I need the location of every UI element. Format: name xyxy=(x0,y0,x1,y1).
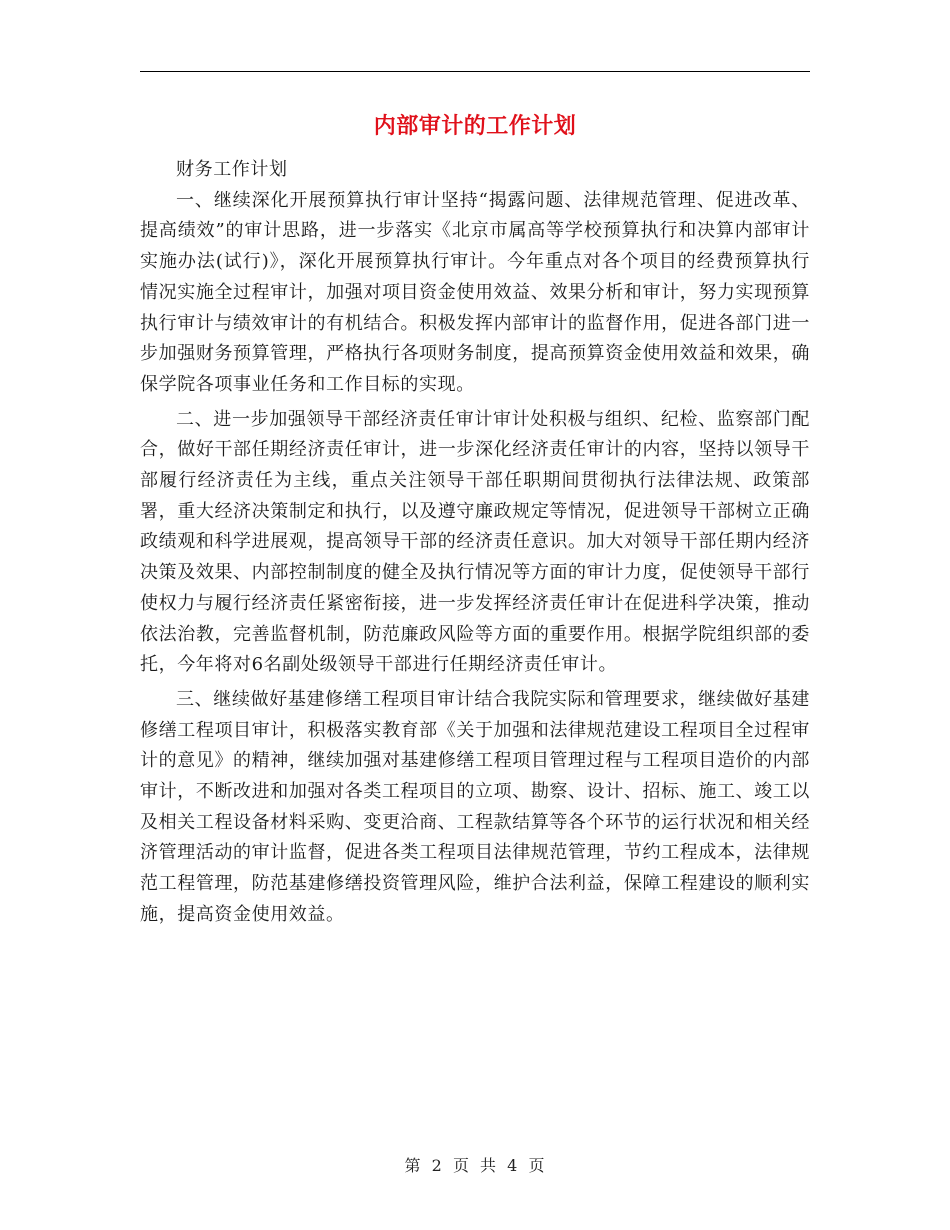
footer-prefix: 第 xyxy=(404,1156,422,1175)
paragraph-2: 二、进一步加强领导干部经济责任审计审计处积极与组织、纪检、监察部门配合，做好干部任期经济责任审计，进一步深化经济责任审计的内容，坚持以领导干部履行经济责任为主线，重点关注领导干部任职期间贯彻执行法律法规、政策部署，重大经济决策制定和执行，以及遵守廉政规定等情况，促进领导干部树立正确政绩观和科学进展观，提高领导干部的经济责任意识。加大对领导干部任期内经济决策及效果、内部控制制度的健全及执行情况等方面的审计力度，促使领导干部行使权力与履行经济责任紧密衔接，进一步发挥经济责任审计在促进科学决策，推动依法治教，完善监督机制，防范廉政风险等方面的重要作用。根据学院组织部的委托，今年将对6名副处级领导干部进行任期经济责任审计。 xyxy=(140,408,810,676)
footer-total-pages: 4 xyxy=(507,1156,519,1175)
header-rule xyxy=(140,71,810,72)
document-title: 内部审计的工作计划 xyxy=(373,113,577,139)
subheading: 财务工作计划 xyxy=(176,159,288,180)
page-footer xyxy=(0,1153,950,1176)
paragraph-3: 三、继续做好基建修缮工程项目审计结合我院实际和管理要求，继续做好基建修缮工程项目审计，积极落实教育部《关于加强和法律规范建设工程项目全过程审计的意见》的精神，继续加强对基建修缮工程项目管理过程与工程项目造价的内部审计，不断改进和加强对各类工程项目的立项、勘察、设计、招标、施工、竣工以及相关工程设备材料采购、变更洽商、工程款结算等各个环节的运行状况和相关经济管理活动的审计监督，促进各类工程项目法律规范管理，节约工程成本，法律规范工程管理，防范基建修缮投资管理风险，维护合法利益，保障工程建设的顺利实施，提高资金使用效益。 xyxy=(140,688,810,925)
footer-total-unit: 页 xyxy=(528,1156,546,1175)
document-body xyxy=(140,155,810,931)
footer-current-page: 2 xyxy=(431,1156,443,1175)
footer-total-prefix: 共 xyxy=(480,1156,498,1175)
footer-page-unit: 页 xyxy=(452,1156,470,1175)
paragraph-1: 一、继续深化开展预算执行审计坚持“揭露问题、法律规范管理、促进改革、提高绩效”的审计思路，进一步落实《北京市属高等学校预算执行和决算内部审计实施办法(试行)》，深化开展预算执行审计。今年重点对各个项目的经费预算执行情况实施全过程审计，加强对项目资金使用效益、效果分析和审计，努力实现预算执行审计与绩效审计的有机结合。积极发挥内部审计的监督作用，促进各部门进一步加强财务预算管理，严格执行各项财务制度，提高预算资金使用效益和效果，确保学院各项事业任务和工作目标的实现。 xyxy=(140,189,810,395)
